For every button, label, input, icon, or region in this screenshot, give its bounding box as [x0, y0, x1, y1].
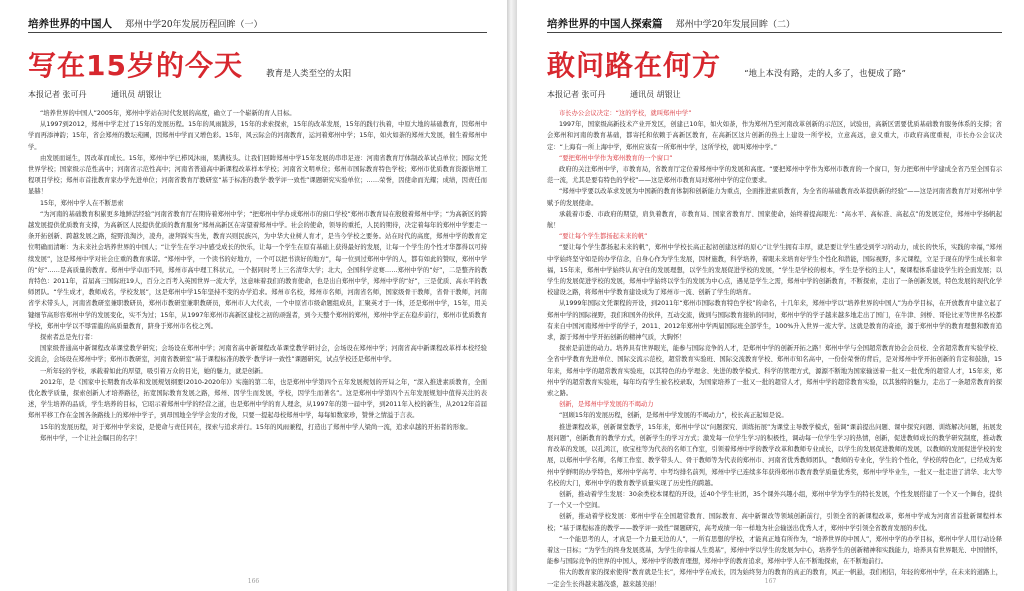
paragraph: 探索者总是先行者：	[40, 334, 97, 342]
left-header-main: 培养世界的中国人	[28, 18, 112, 30]
left-byline	[28, 89, 487, 100]
book-gutter	[507, 0, 517, 591]
left-page-header	[28, 12, 487, 33]
right-header-main: 培养世界的中国人探索篇	[547, 18, 663, 30]
paragraph: “为河南的基础教育积累更多地鲜活经验”河南省教育厅在期待着郑州中学；“把郑州中学办成郑州市的窗口学校”郑州市教育局在殷殷着郑州中学；“为高新区的跨越发展提供优质教育支撑，为高新区人民提供优质的教育服务”郑州高新区在寄望着郑州中学。社会的使命，领导的重托，人民的期待，决定着每年的郑州中学要走一条开拓创新、跨越发展之路，绽野浪淘沙，凌舟，凄拜踩实当先，教育兴则民族兴，为中华大业树人育才，是当今学校之要务。站在时代的高度，郑州中学的教育定位明确而清晰：为未来社会培养世界的中国人；“让学生在学习中感受成长的快乐，让每一个学生在原有基础上获得最好的发展，让每一个学生的个性才华都得以可持续发展”，这是郑州中学对社会庄重的教育承诺。“郑州中学，一个读书的好地方，一个可以把书读好的地方”，每一位到过郑州中学的人，都有如此的赞叹，郑州中学的“好”……是高质量的教育。郑州中学卓而不同，郑州市高中理工科状元，一个据同时考上三名清华大学；北大，全国科学竞赛……郑州中学的“好”，二是整齐的教育特色：2011年，首届高三国际班19人，百分之百考入英国世界一流大学，这意味着我们的教育使命，也是出自郑州中学，郑州中学的“好”，三是优质、高水平的教师团队。“学生成才，教师成名，学校发展”，这是郑州中学15年坚持不变的办学追求。郑州市名校，郑州市名师，河南省名师，国家级骨干教师，省骨干教师，河南省学术带头人，河南省教研室兼职教研员，郑州市教研室兼职教研员，郑州市人大代表，一个中原省市级命题组成员，汇聚英才于一体，还是郑州中学，15年，用关键细节高形容郑州中学的发展变化，实不为过；15年，从1997年郑州市高新区建校之初的顽强者，到今天整个郑州的郑州，郑州中学正在稳步前行，郑州市优质教育学校，郑州中学以不辱雷龍的高质量教育，跻身于郑州市名校之列。	[28, 210, 487, 330]
paragraph: 国家级普通高中新课程改革课堂教学研究；会场设在郑州中学；河南省高中新课程改革课堂教学研讨会，会场设在郑州中学；河南省高中新课程改革样本校经验交流会，会场设在郑州中学；郑州市教研室，河南省教研室“基于课程标准的教学·教学评一致性”课题研究，试点学校还是郑州中学。	[28, 345, 487, 364]
paragraph: 1997年，国家级高新技术产业开发区，创建已10年，如火如荼，作为郑州乃至河南改革创新的示范区，试验田，高新区需要优质基础教育服务体系的支撑；省会郑州和河南的教育基础，都寄托和依赖于高新区教育，在高新区这片创新的热土上建设一所学校，立意高远，意义重大，市政府高度重视，市长办公会议决定：“上海有一所上海中学，郑州应该有一所郑州中学，这所学校，就叫郑州中学。”	[547, 121, 1002, 151]
paragraph: “郑州中学要以改革求发展为中国新的教育体制和创新能力为重点，全面推进素质教育，为全省的基础教育改革提供新的经验”——这是河南省教育厅对郑州中学赋予的发展使命。	[547, 188, 1002, 207]
paragraph: 探索是前进的动力。培养具有世界眼光，能参与国际竞争的人才，是郑州中学的创新开拓之路！郑州中学与全国超常教育协会会员校、全省超常教育实验学校、全省中学教育先进单位、国际交流示范校，超常教育实验班、国际交流教育学校、郑州市知名高中，一份份荣誉的背后，是对郑州中学开拓创新的肯定和鼓励，15年来，郑州中学的超常教育实验班，以其特色的办学理念、先进的教学模式、科学的管理方式，源源不断地为国家输送着一批又一批优秀的超常人才，15年来，郑州中学的超常教育实验班，每年均有学生被名校录取，为国家培养了一批又一批的超常人才，郑州中学的超常教育实验，以其独特的魅力，走出了一条超常教育的探索之路。	[547, 345, 1002, 398]
right-title-row	[547, 49, 1002, 83]
right-page	[517, 0, 1024, 591]
left-article-body	[28, 108, 487, 444]
right-article-subtitle: “地上本没有路，走的人多了，也便成了路”	[744, 69, 906, 79]
right-byline-reporter: 本报记者 张可丹	[547, 90, 606, 99]
right-byline	[547, 89, 1002, 100]
right-header-sub: 郑州中学20年发展回眸（二）	[675, 20, 796, 30]
paragraph: 承载着市委、市政府的期望，肩负着教育，市教育局、国家省教育厅、国家使命，始终着提高眼光：“高水平、高标准、高起点”的发展定位，郑州中学扬帆起航！	[547, 210, 1002, 230]
paragraph: 15年，郑州中学人在不断思索	[40, 199, 124, 207]
paragraph: “回顾15年的发展历程，创新，是郑州中学发展的不竭动力”，校长高正起如是说。	[559, 412, 788, 420]
paragraph: 由发展而诞生，因改革而成长。15年，郑州中学已栉风沐雨，果满枝头。让我们回眸郑州中学15年发展的串串足迹：河南省教育厅体制改革试点单位；国际文凭世界学校；国家级示范性高中；河南省示范性高中；河南省普通高中新课程改革样本学校；河南省文明单位；郑州市国际教育特色学校；郑州市优质教育资源倍增工程项目学校；郑州市首批教育家办学先进单位；河南省教育厅教研室“基于标准的教学·教学评一致性”课题研究实验单位；……荣誉，因使命而光耀；成绩，因责任而显赫！	[28, 154, 487, 196]
paragraph: 伟大的教育家的探索使得“教育就是生长”，郑州中学在成长，因为始终努力的教育的真正的教育，风正一帆悬，我们相信，年轻的郑州中学，在未来的道路上，一定会生长得越来越茂盛，越来越美丽！	[547, 569, 1002, 588]
paragraph: 从1999年国际文凭课程的开设，到2011年“郑州市国际教育特色学校”的命名，十几年来，郑州中学以“培养世界的中国人”为办学目标，在开放教育中建立起了郑州中学的国际视野，我们和国外的伙伴，互动交流，做到与国际教育接轨的同时，郑州中学的学子越来越多地走出了国门，在牛津、剑桥、哥伦比亚等世界名校都有来自中国河南郑州中学的学子，2011、2012年郑州中学两届国际班全部学生，100%升入世界一流大学。这就是教育的奇迹，源于郑州中学的教育理想和教育追求，源于郑州中学开拓创新的精神气质，大胸怀！	[547, 300, 1002, 342]
paragraph: 政府的关注郑州中学，市教育局，省教育厅定位着郑州中学的发展和高度。“要把郑州中学作为郑州市教育的一个窗口，努力把郑州中学建成全省乃至全国有示范一流，尤其是要有特色的学校”——这是郑州市教育局对郑州中学的定位要求。	[547, 166, 1002, 185]
right-byline-correspondent: 通讯员 胡银让	[630, 90, 681, 99]
paragraph: 2012年，是《国家中长期教育改革和发展规划纲要(2010-2020年)》实施的第二年，也是郑州中学第四个五年发展规划的开局之年，“深入推进素质教育，全面优化教学质量，探索创新人才培养路径，拓宽国际教育发展之路，郑州、因学生而发展，学校，因学生而著名”。这是郑州中学第四个五年发展规划中值得关注的表述，学生培养的品质，学生培养的目标，它昭示着郑州中学的经营之道，也是郑州中学的育人理念，从1997年的第一届中学，到2011年入校的新生，从2012年首届郑州平移工作在金国各条路线上的郑州中学子，到昂国地全学学会发的才俊，只要一提起母校郑州中学，每每如数家珍，赞誉之情溢于言表。	[28, 378, 487, 420]
section-heading: “要让每个学生都扬起未来的帆”	[559, 233, 648, 241]
section-heading: “要把郑州中学作为郑州教育的一个窗口”	[559, 154, 673, 162]
left-header-sub: 郑州中学20年发展历程回眸（一）	[125, 20, 263, 30]
section-heading: 市长办公会议决定：“这的学校，就叫郑州中学”	[559, 110, 692, 117]
left-title-row	[28, 49, 487, 83]
left-page	[0, 0, 507, 591]
paragraph: 一所年轻的学校，承载着如此的厚望，吸引着万众的目光，她的魅力，就是创新。	[40, 367, 267, 375]
paragraph: 创新，推动着学校发展：郑州中学在全国超常教育、国际教育、高中新课改等领域创新前行，引领全省的新课程改革，郑州中学成为河南省首批新课程样本校；“基于课程标准的教学——教学评一致性”课题研究，高考成绩一年一样地为社会输送出优秀人才，郑州中学引领全省教育发展的步伐。	[547, 513, 1002, 532]
paragraph: 郑州中学，一个让社会瞩目的名字！	[40, 434, 141, 442]
paragraph: “培养世界的中国人”2005年，郑州中学站在时代发展的高度，确立了一个崭新的育人目标。	[40, 110, 296, 117]
paragraph: 从1997到2012，郑州中学走过了15年的发展历程。15年的风雨跋涉，15年的求索探索，15年的改革发展，15年的践行执着，中原大地的基础教育，因郑州中学而再添神韵；15年，省会郑州的教坛苑圃，因郑州中学而又增色彩。15年，风云际会的河南教育，运河着郑州中学；15年，如火如荼的郑州大发展，催生着郑州中学。	[28, 121, 487, 151]
left-byline-reporter: 本报记者 张可丹	[28, 90, 87, 99]
section-heading: 创新，是郑州中学发展的不竭动力	[559, 401, 654, 409]
right-article-title: 敢问路在何方	[547, 49, 722, 82]
left-page-number: 166	[247, 578, 260, 585]
paragraph: 15年的发展历程，对于郑州中学来说，是使命与责任同在，探索与追求并行。15年的风雨兼程，打造出了郑州中学人梁尚一流，追求卓越的开拓者的形象。	[40, 423, 472, 431]
paragraph: 推进课程改革，创新课堂教学，15年来，郑州中学以“问题探究、训练拓展”为课堂主导教学模式，强调“课前提出问题、课中探究问题、训练解决问题，拓展发展问题”，创新教育的教学方式，创新学生的学习方式；激发每一位学生学习的积极性，调动每一位学生学习的热情，创新，促进教师成长的教学研究制度，推动教育改革的发展，以孔鸿江，欧宝柱等为代表的名师工作室，引领着郑州中学的教学改革和教师专业成长，以学生的发展促进教师的发展，以教师的发展促进学校的发展，以郑州中学名师，名师工作室、教学带头人、骨干教师等为代表的郑州市、河南省优秀教师团队，“教师的专业化，学生的个性化，学校的特色化”，已经成为郑州中学鲜明的办学特色，郑州中学高考、中考均排名前列，郑州中学已连续多年获得郑州市教育教学质量优秀奖，郑州中学毕业生，一批又一批走进了清华、北大等名校的大门，郑州中学的教育教学质量实现了历史性的跨越。	[547, 423, 1002, 487]
left-article-subtitle: 教育是人类至空的太阳	[266, 69, 352, 79]
left-byline-correspondent: 通讯员 胡银让	[111, 90, 162, 99]
left-article-title: 写在15岁的今天	[28, 49, 243, 82]
right-page-number: 167	[764, 578, 777, 585]
right-article-body	[547, 108, 1002, 590]
right-page-header	[547, 12, 1002, 33]
paragraph: “一个能思考的人，才真是一个力量无边的人”，一所有思想的学校，才能真正地有所作为，“培养世界的中国人”，郑州中学的办学目标，郑州中学人用行动诠释着这一目标；“为学生的终身发展奠基，为学生的幸福人生奠基”，郑州中学以学生的发展为中心，培养学生的创新精神和实践能力，培养具有世界眼光、中国情怀，能参与国际竞争的世界的中国人，郑州中学的教育理想，郑州中学的教育追求，郑州中学人在不断地探索，在不断地前行。	[547, 535, 1002, 566]
paragraph: “要让每个学生都扬起未来的帆”，郑州中学校长高正起初创建这样的原心“让学生拥有丰厚，就是要让学生感受到学习的动力，成长的快乐，实践的幸福，”郑州中学始终坚守如是的办学信念，自身心作为学生发展，因材施教，科学培养，着眼未来培育好学生个性化和潜能，国际视野，多元课程，立足于现在的学生成长和幸福，15年来，郑州中学始终认真守住的发展理想，以学生的发展促进学校的发展，“学生是学校的根本，学生是学校的主人”，聚课程体系建设学生的全面发展；以学生的发展促进学校的发展，郑州中学始终以学生的发展为中心点，遇见是学生之需，郑州中学的创新教育，不断探索，走出了一条创新发展，特色发展的现代化学校建设之路，将郑州中学教育建设成为了郑州市一流、创新了学生的培育。	[547, 244, 1002, 297]
paragraph: 创新，推动着学生发展：30余类校本课程的开设，近40个学生社团，35个课外兴趣小组，郑州中学为学生的特长发展，个性发展搭建了一个又一个舞台，提供了一个又一个空间。	[547, 490, 1002, 510]
